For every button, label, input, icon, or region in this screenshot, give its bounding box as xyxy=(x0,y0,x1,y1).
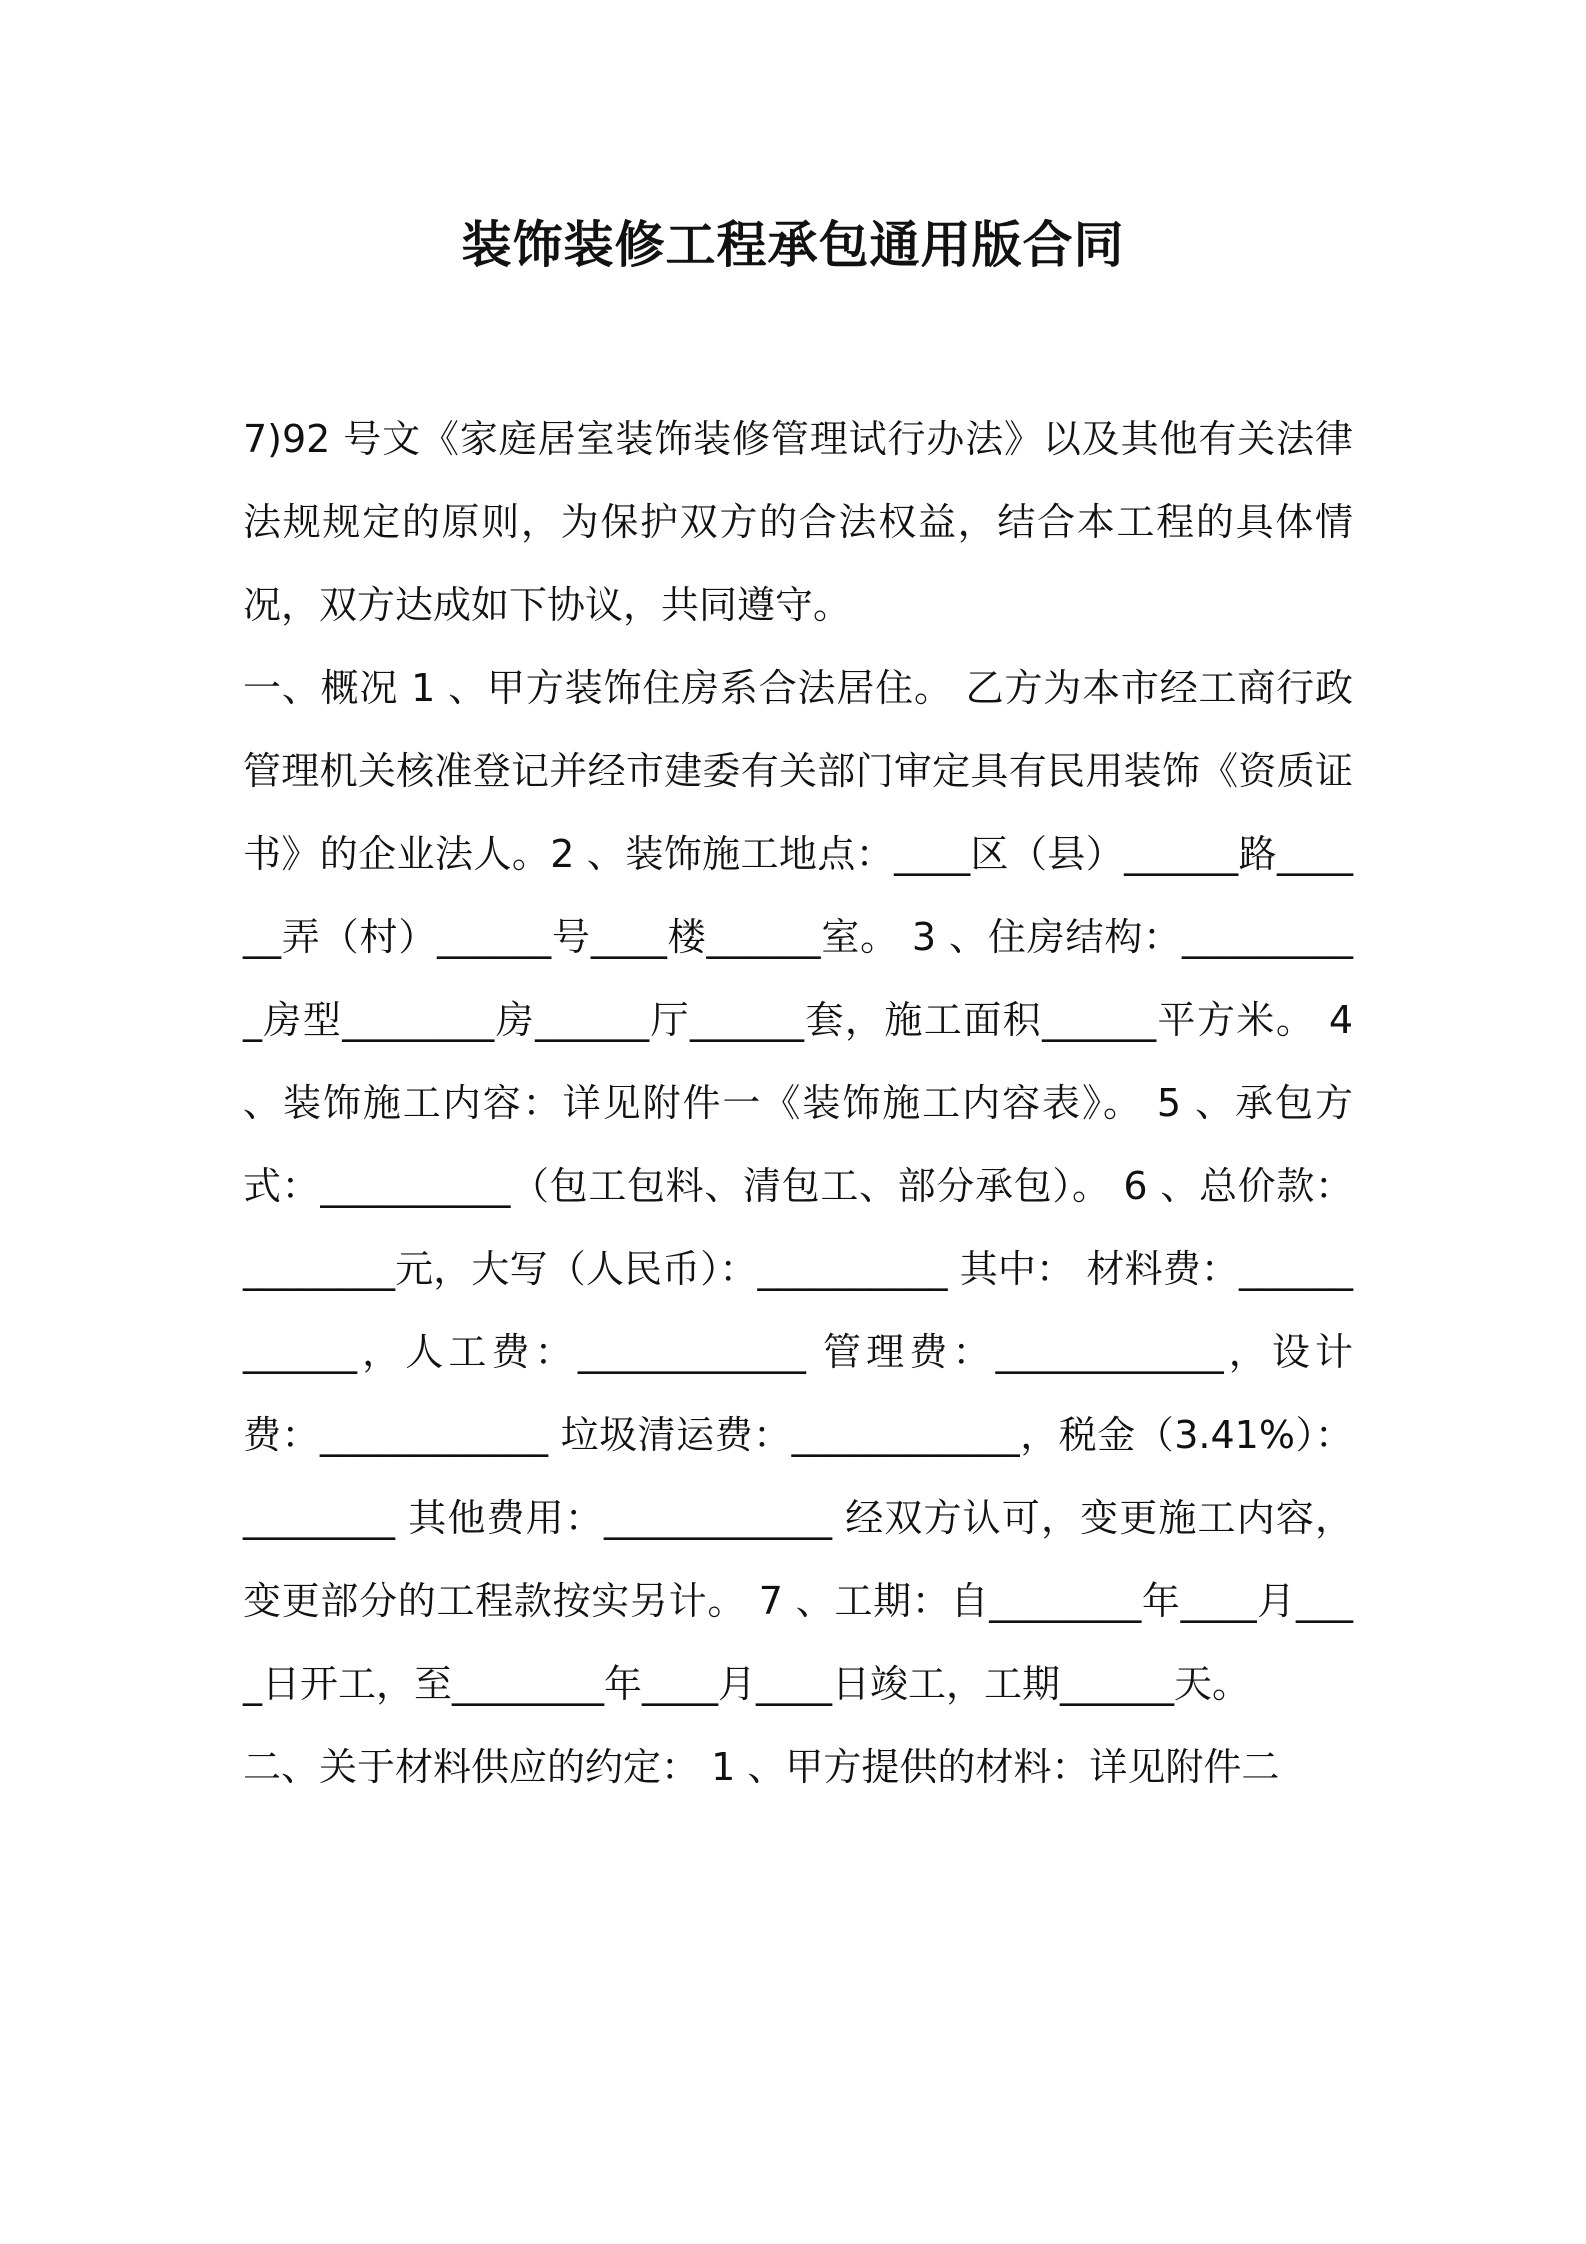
paragraph-section-two: 二、关于材料供应的约定： 1 、甲方提供的材料：详见附件二 xyxy=(243,1745,1280,1789)
paragraph-intro: 7)92 号文《家庭居室装饰装修管理试行办法》以及其他有关法律法规规定的原则，为保护双方的合法权益，结合本工程的具体情况，双方达成如下协议，共同遵守。 xyxy=(243,417,1353,627)
document-body xyxy=(243,398,1353,1809)
document-title: 装饰装修工程承包通用版合同 xyxy=(461,216,1125,274)
paragraph-section-one: 一、概况 1 、甲方装饰住房系合法居住。 乙方为本市经工商行政管理机关核准登记并经市建委有关部门审定具有民用装饰《资质证书》的企业法人。2 、装饰施工地点：____区（县）______路______弄（村）______号____楼______室。 3 、住房结构：__________房型________房______厅______套，施工面积______平方米。 4 、装饰施工内容：详见附件一《装饰施工内容表》。 5 、承包方式：__________（包工包料、清包工、部分承包）。 6 、总价款：________元，大写（人民币）：__________ 其中： 材料费：____________，人工费：____________ 管理费：____________，设计费：____________ 垃圾清运费：____________，税金（3.41%）：________ 其他费用：____________ 经双方认可，变更施工内容，变更部分的工程款按实另计。 7 、工期：自________年____月____日开工，至________年____月____日竣工，工期______天。 xyxy=(243,666,1353,1706)
